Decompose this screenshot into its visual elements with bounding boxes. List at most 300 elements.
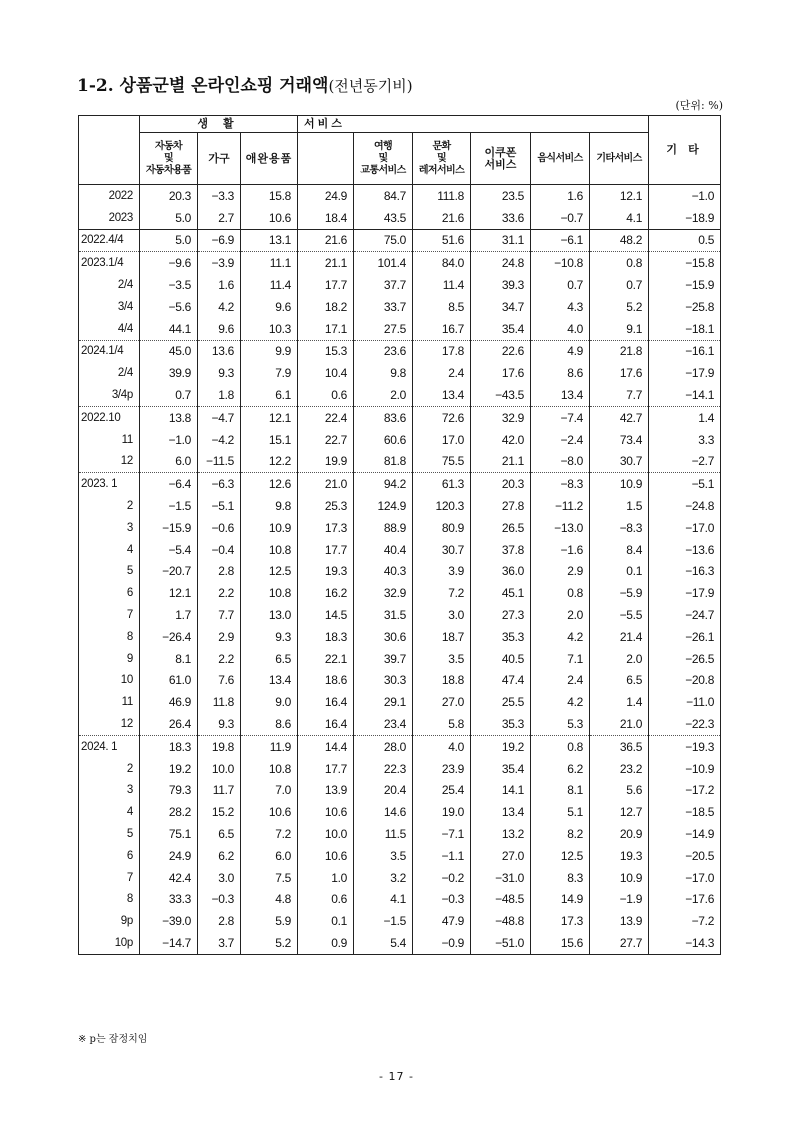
table-cell: 4.1 xyxy=(590,207,649,229)
table-cell: 12.5 xyxy=(241,561,298,583)
table-cell: 25.5 xyxy=(471,691,531,713)
table-cell: −14.1 xyxy=(649,384,721,406)
header-pet: 애완용품 xyxy=(241,133,298,185)
table-cell: 84.0 xyxy=(413,252,471,274)
table-cell: −4.7 xyxy=(198,406,241,428)
table-cell: −25.8 xyxy=(649,296,721,318)
table-cell: 7.2 xyxy=(241,823,298,845)
table-cell: 6.5 xyxy=(198,823,241,845)
table-cell: 1.4 xyxy=(590,691,649,713)
table-cell: 10.6 xyxy=(298,845,354,867)
table-cell: 84.7 xyxy=(354,185,413,207)
table-cell: 27.3 xyxy=(471,604,531,626)
table-cell: 8.2 xyxy=(531,823,590,845)
table-cell: 7.0 xyxy=(241,780,298,802)
table-cell: 19.3 xyxy=(298,561,354,583)
table-cell: 12.1 xyxy=(140,582,198,604)
table-cell: 9.9 xyxy=(241,340,298,362)
table-row xyxy=(79,495,721,517)
table-row xyxy=(79,582,721,604)
table-cell: 19.2 xyxy=(471,735,531,757)
table-row xyxy=(79,758,721,780)
table-row xyxy=(79,384,721,406)
table-row xyxy=(79,604,721,626)
table-cell: 19.3 xyxy=(590,845,649,867)
table-cell: 3.2 xyxy=(354,867,413,889)
table-cell: 4.3 xyxy=(531,296,590,318)
table-cell: 10.9 xyxy=(241,517,298,539)
table-cell: 36.0 xyxy=(471,561,531,583)
row-label: 3/4p xyxy=(79,384,140,406)
table-cell: 5.6 xyxy=(590,780,649,802)
table-cell: 17.7 xyxy=(298,274,354,296)
table-row xyxy=(79,910,721,932)
table-cell: 13.1 xyxy=(241,229,298,252)
table-title xyxy=(77,71,413,96)
table-cell: −51.0 xyxy=(471,932,531,954)
table-cell: 0.8 xyxy=(531,582,590,604)
table-cell: 75.1 xyxy=(140,823,198,845)
table-cell: −3.5 xyxy=(140,274,198,296)
table-cell: 15.6 xyxy=(531,932,590,954)
table-cell: 20.4 xyxy=(354,780,413,802)
table-cell: −0.3 xyxy=(413,889,471,911)
table-cell: 9.3 xyxy=(241,626,298,648)
table-cell: −1.5 xyxy=(354,910,413,932)
table-cell: 11.4 xyxy=(241,274,298,296)
table-cell: 12.5 xyxy=(531,845,590,867)
table-cell: −13.6 xyxy=(649,539,721,561)
table-row xyxy=(79,451,721,473)
table-cell: −5.9 xyxy=(590,582,649,604)
header-car: 자동차 및 자동차용품 xyxy=(140,133,198,185)
table-cell: 46.9 xyxy=(140,691,198,713)
table-cell: 0.1 xyxy=(298,910,354,932)
table-cell: 0.7 xyxy=(531,274,590,296)
table-cell: 81.8 xyxy=(354,451,413,473)
table-cell: −7.1 xyxy=(413,823,471,845)
table-cell: 60.6 xyxy=(354,429,413,451)
table-cell: 19.2 xyxy=(140,758,198,780)
row-label: 8 xyxy=(79,889,140,911)
table-title-main: 1-2. 상품군별 온라인쇼핑 거래액 xyxy=(77,76,329,96)
table-cell: 17.6 xyxy=(590,362,649,384)
table-cell: 2.9 xyxy=(531,561,590,583)
table-cell: 18.3 xyxy=(298,626,354,648)
table-cell: −6.4 xyxy=(140,473,198,495)
table-row xyxy=(79,867,721,889)
table-cell: 18.4 xyxy=(298,207,354,229)
table-cell: 32.9 xyxy=(354,582,413,604)
table-cell: 33.3 xyxy=(140,889,198,911)
table-cell: 0.8 xyxy=(590,252,649,274)
table-cell: 7.1 xyxy=(531,648,590,670)
row-label: 2 xyxy=(79,495,140,517)
table-row xyxy=(79,318,721,340)
row-label: 11 xyxy=(79,429,140,451)
table-cell: −5.1 xyxy=(649,473,721,495)
table-cell: 2.2 xyxy=(198,648,241,670)
table-cell: 13.4 xyxy=(471,801,531,823)
table-row xyxy=(79,517,721,539)
table-cell: 1.6 xyxy=(198,274,241,296)
table-cell: 13.9 xyxy=(590,910,649,932)
table-cell: 5.0 xyxy=(140,229,198,252)
table-cell: 21.8 xyxy=(590,340,649,362)
table-cell: −5.6 xyxy=(140,296,198,318)
table-cell: 9.6 xyxy=(241,296,298,318)
table-cell: 3.9 xyxy=(413,561,471,583)
table-cell: 34.7 xyxy=(471,296,531,318)
table-row xyxy=(79,823,721,845)
table-cell: 8.3 xyxy=(531,867,590,889)
table-cell: 19.8 xyxy=(198,735,241,757)
table-cell: 2.7 xyxy=(198,207,241,229)
table-cell: 30.6 xyxy=(354,626,413,648)
header-other: 기 타 xyxy=(649,116,721,185)
table-cell: 14.6 xyxy=(354,801,413,823)
table-cell: −9.6 xyxy=(140,252,198,274)
table-row xyxy=(79,473,721,495)
table-row xyxy=(79,185,721,207)
table-cell: 26.5 xyxy=(471,517,531,539)
row-label: 9p xyxy=(79,910,140,932)
table-cell: 10.6 xyxy=(298,801,354,823)
table-cell: 0.7 xyxy=(590,274,649,296)
table-cell: 17.7 xyxy=(298,758,354,780)
table-cell: 7.2 xyxy=(413,582,471,604)
table-cell: −1.1 xyxy=(413,845,471,867)
page-number: - 17 - xyxy=(379,1070,414,1083)
header-culture: 문화 및 레저서비스 xyxy=(413,133,471,185)
table-cell: 0.7 xyxy=(140,384,198,406)
table-cell: 1.7 xyxy=(140,604,198,626)
table-cell: −6.1 xyxy=(531,229,590,252)
row-label: 6 xyxy=(79,582,140,604)
table-cell: 0.6 xyxy=(298,889,354,911)
table-row xyxy=(79,539,721,561)
table-row xyxy=(79,296,721,318)
table-cell: −3.9 xyxy=(198,252,241,274)
table-cell: 28.2 xyxy=(140,801,198,823)
table-cell: −6.3 xyxy=(198,473,241,495)
table-cell: 4.0 xyxy=(413,735,471,757)
header-travel: 여행 및 교통서비스 xyxy=(354,133,413,185)
table-cell: 17.1 xyxy=(298,318,354,340)
table-cell: 13.2 xyxy=(471,823,531,845)
table-cell: 23.6 xyxy=(354,340,413,362)
table-cell: 27.0 xyxy=(413,691,471,713)
table-cell: 2.0 xyxy=(590,648,649,670)
table-cell: 1.5 xyxy=(590,495,649,517)
table-cell: 32.9 xyxy=(471,406,531,428)
table-cell: 120.3 xyxy=(413,495,471,517)
table-cell: 5.9 xyxy=(241,910,298,932)
table-cell: 17.3 xyxy=(298,517,354,539)
table-row xyxy=(79,406,721,428)
table-cell: 51.6 xyxy=(413,229,471,252)
table-cell: −2.4 xyxy=(531,429,590,451)
table-cell: −26.1 xyxy=(649,626,721,648)
table-cell: −43.5 xyxy=(471,384,531,406)
table-cell: −0.3 xyxy=(198,889,241,911)
table-cell: −3.3 xyxy=(198,185,241,207)
table-cell: 24.8 xyxy=(471,252,531,274)
table-cell: 3.0 xyxy=(198,867,241,889)
table-cell: 5.2 xyxy=(241,932,298,954)
row-label: 9 xyxy=(79,648,140,670)
table-cell: 2.4 xyxy=(531,670,590,692)
table-cell: 35.4 xyxy=(471,318,531,340)
table-row xyxy=(79,362,721,384)
table-cell: 42.7 xyxy=(590,406,649,428)
table-cell: −11.2 xyxy=(531,495,590,517)
table-cell: 12.2 xyxy=(241,451,298,473)
table-cell: 94.2 xyxy=(354,473,413,495)
table-row xyxy=(79,429,721,451)
table-cell: 28.0 xyxy=(354,735,413,757)
table-cell: 25.3 xyxy=(298,495,354,517)
table-cell: 47.4 xyxy=(471,670,531,692)
table-cell: 3.3 xyxy=(649,429,721,451)
row-label: 2023. 1 xyxy=(79,473,140,495)
table-cell: −18.1 xyxy=(649,318,721,340)
table-cell: −7.4 xyxy=(531,406,590,428)
row-label: 5 xyxy=(79,561,140,583)
row-label: 2023.1/4 xyxy=(79,252,140,274)
row-label: 10p xyxy=(79,932,140,954)
table-cell: −1.9 xyxy=(590,889,649,911)
table-cell: 17.7 xyxy=(298,539,354,561)
table-cell: 5.4 xyxy=(354,932,413,954)
table-cell: 16.2 xyxy=(298,582,354,604)
table-cell: 79.3 xyxy=(140,780,198,802)
table-cell: −14.7 xyxy=(140,932,198,954)
table-row xyxy=(79,801,721,823)
table-row xyxy=(79,207,721,229)
table-cell: 15.8 xyxy=(241,185,298,207)
table-cell: −17.2 xyxy=(649,780,721,802)
table-row xyxy=(79,889,721,911)
unit-label: (단위: %) xyxy=(675,99,723,112)
table-cell: −18.9 xyxy=(649,207,721,229)
table-cell: 18.6 xyxy=(298,670,354,692)
row-label: 2022.10 xyxy=(79,406,140,428)
table-cell: 8.6 xyxy=(531,362,590,384)
table-cell: −18.5 xyxy=(649,801,721,823)
table-cell: −17.0 xyxy=(649,517,721,539)
header-etc-service: 기타서비스 xyxy=(590,133,649,185)
table-cell: 8.6 xyxy=(241,713,298,735)
table-cell: 35.3 xyxy=(471,713,531,735)
table-cell: 5.1 xyxy=(531,801,590,823)
table-cell: 0.6 xyxy=(298,384,354,406)
table-cell: 8.1 xyxy=(531,780,590,802)
table-cell: −26.4 xyxy=(140,626,198,648)
table-cell: 22.7 xyxy=(298,429,354,451)
table-cell: 21.0 xyxy=(298,473,354,495)
table-cell: 48.2 xyxy=(590,229,649,252)
row-label: 2023 xyxy=(79,207,140,229)
table-cell: 42.0 xyxy=(471,429,531,451)
table-cell: 8.4 xyxy=(590,539,649,561)
table-cell: −26.5 xyxy=(649,648,721,670)
table-cell: −0.6 xyxy=(198,517,241,539)
table-cell: 27.8 xyxy=(471,495,531,517)
row-label: 12 xyxy=(79,451,140,473)
table-cell: 25.4 xyxy=(413,780,471,802)
table-cell: −31.0 xyxy=(471,867,531,889)
table-cell: 39.3 xyxy=(471,274,531,296)
table-cell: −24.8 xyxy=(649,495,721,517)
table-row xyxy=(79,648,721,670)
table-cell: −2.7 xyxy=(649,451,721,473)
table-cell: 13.9 xyxy=(298,780,354,802)
table-cell: 21.0 xyxy=(590,713,649,735)
row-label: 12 xyxy=(79,713,140,735)
table-cell: 13.0 xyxy=(241,604,298,626)
table-row xyxy=(79,229,721,252)
row-label: 2024.1/4 xyxy=(79,340,140,362)
table-cell: 61.3 xyxy=(413,473,471,495)
table-cell: 6.2 xyxy=(198,845,241,867)
table-cell: −20.8 xyxy=(649,670,721,692)
data-table xyxy=(78,115,721,955)
table-cell: 14.9 xyxy=(531,889,590,911)
table-cell: 22.4 xyxy=(298,406,354,428)
table-cell: −1.0 xyxy=(649,185,721,207)
table-cell: 9.0 xyxy=(241,691,298,713)
table-cell: 45.1 xyxy=(471,582,531,604)
table-cell: 39.9 xyxy=(140,362,198,384)
table-row xyxy=(79,932,721,954)
table-cell: 8.1 xyxy=(140,648,198,670)
row-label: 2022.4/4 xyxy=(79,229,140,252)
row-label: 7 xyxy=(79,867,140,889)
table-cell: −13.0 xyxy=(531,517,590,539)
table-cell: 18.2 xyxy=(298,296,354,318)
table-cell: 24.9 xyxy=(140,845,198,867)
table-cell: 37.7 xyxy=(354,274,413,296)
header-furniture: 가구 xyxy=(198,133,241,185)
table-cell: 0.9 xyxy=(298,932,354,954)
table-cell: 61.0 xyxy=(140,670,198,692)
table-cell: 10.9 xyxy=(590,473,649,495)
table-cell: 15.2 xyxy=(198,801,241,823)
table-cell: 5.8 xyxy=(413,713,471,735)
table-cell: 1.8 xyxy=(198,384,241,406)
table-cell: 10.8 xyxy=(241,582,298,604)
table-cell: 22.1 xyxy=(298,648,354,670)
table-title-sub: (전년동기비) xyxy=(328,77,413,95)
table-cell: 2.4 xyxy=(413,362,471,384)
table-cell: −1.0 xyxy=(140,429,198,451)
table-cell: 24.9 xyxy=(298,185,354,207)
table-cell: 16.4 xyxy=(298,713,354,735)
table-cell: −0.2 xyxy=(413,867,471,889)
table-cell: −11.5 xyxy=(198,451,241,473)
row-label: 10 xyxy=(79,670,140,692)
table-cell: 12.7 xyxy=(590,801,649,823)
table-cell: 11.8 xyxy=(198,691,241,713)
table-cell: 9.6 xyxy=(198,318,241,340)
table-cell: −5.1 xyxy=(198,495,241,517)
table-cell: 3.5 xyxy=(354,845,413,867)
table-cell: 88.9 xyxy=(354,517,413,539)
table-cell: 35.3 xyxy=(471,626,531,648)
table-cell: 17.0 xyxy=(413,429,471,451)
table-cell: 20.3 xyxy=(140,185,198,207)
table-cell: 10.0 xyxy=(198,758,241,780)
table-cell: 6.5 xyxy=(241,648,298,670)
table-cell: 18.7 xyxy=(413,626,471,648)
table-cell: 12.6 xyxy=(241,473,298,495)
table-cell: −48.8 xyxy=(471,910,531,932)
table-cell: −0.7 xyxy=(531,207,590,229)
table-cell: 2.2 xyxy=(198,582,241,604)
table-cell: −22.3 xyxy=(649,713,721,735)
table-cell: 36.5 xyxy=(590,735,649,757)
table-cell: 14.5 xyxy=(298,604,354,626)
table-cell: 11.4 xyxy=(413,274,471,296)
table-cell: 1.0 xyxy=(298,867,354,889)
table-cell: 83.6 xyxy=(354,406,413,428)
table-cell: 15.1 xyxy=(241,429,298,451)
table-cell: 10.8 xyxy=(241,539,298,561)
table-cell: 20.3 xyxy=(471,473,531,495)
table-cell: 6.1 xyxy=(241,384,298,406)
row-label: 2022 xyxy=(79,185,140,207)
table-cell: −10.8 xyxy=(531,252,590,274)
table-cell: 22.3 xyxy=(354,758,413,780)
table-cell: 22.6 xyxy=(471,340,531,362)
row-label: 4 xyxy=(79,539,140,561)
table-row xyxy=(79,670,721,692)
table-cell: −15.9 xyxy=(140,517,198,539)
table-row xyxy=(79,626,721,648)
table-cell: −11.0 xyxy=(649,691,721,713)
table-cell: 101.4 xyxy=(354,252,413,274)
table-cell: −5.5 xyxy=(590,604,649,626)
row-label: 4 xyxy=(79,801,140,823)
row-label: 2024. 1 xyxy=(79,735,140,757)
table-cell: 3.0 xyxy=(413,604,471,626)
table-cell: 19.0 xyxy=(413,801,471,823)
table-cell: 33.6 xyxy=(471,207,531,229)
table-cell: −14.9 xyxy=(649,823,721,845)
table-cell: 10.9 xyxy=(590,867,649,889)
table-cell: 72.6 xyxy=(413,406,471,428)
table-cell: −39.0 xyxy=(140,910,198,932)
table-row xyxy=(79,340,721,362)
table-cell: 18.8 xyxy=(413,670,471,692)
table-cell: 10.4 xyxy=(298,362,354,384)
table-cell: 11.1 xyxy=(241,252,298,274)
table-cell: 0.8 xyxy=(531,735,590,757)
header-ecoupon: 이쿠폰 서비스 xyxy=(471,133,531,185)
table-cell: 7.6 xyxy=(198,670,241,692)
table-cell: 20.9 xyxy=(590,823,649,845)
row-label: 6 xyxy=(79,845,140,867)
table-cell: −8.0 xyxy=(531,451,590,473)
table-cell: 47.9 xyxy=(413,910,471,932)
table-cell: −16.3 xyxy=(649,561,721,583)
table-cell: 75.5 xyxy=(413,451,471,473)
table-cell: −10.9 xyxy=(649,758,721,780)
table-cell: 4.8 xyxy=(241,889,298,911)
table-cell: 31.1 xyxy=(471,229,531,252)
table-cell: 37.8 xyxy=(471,539,531,561)
